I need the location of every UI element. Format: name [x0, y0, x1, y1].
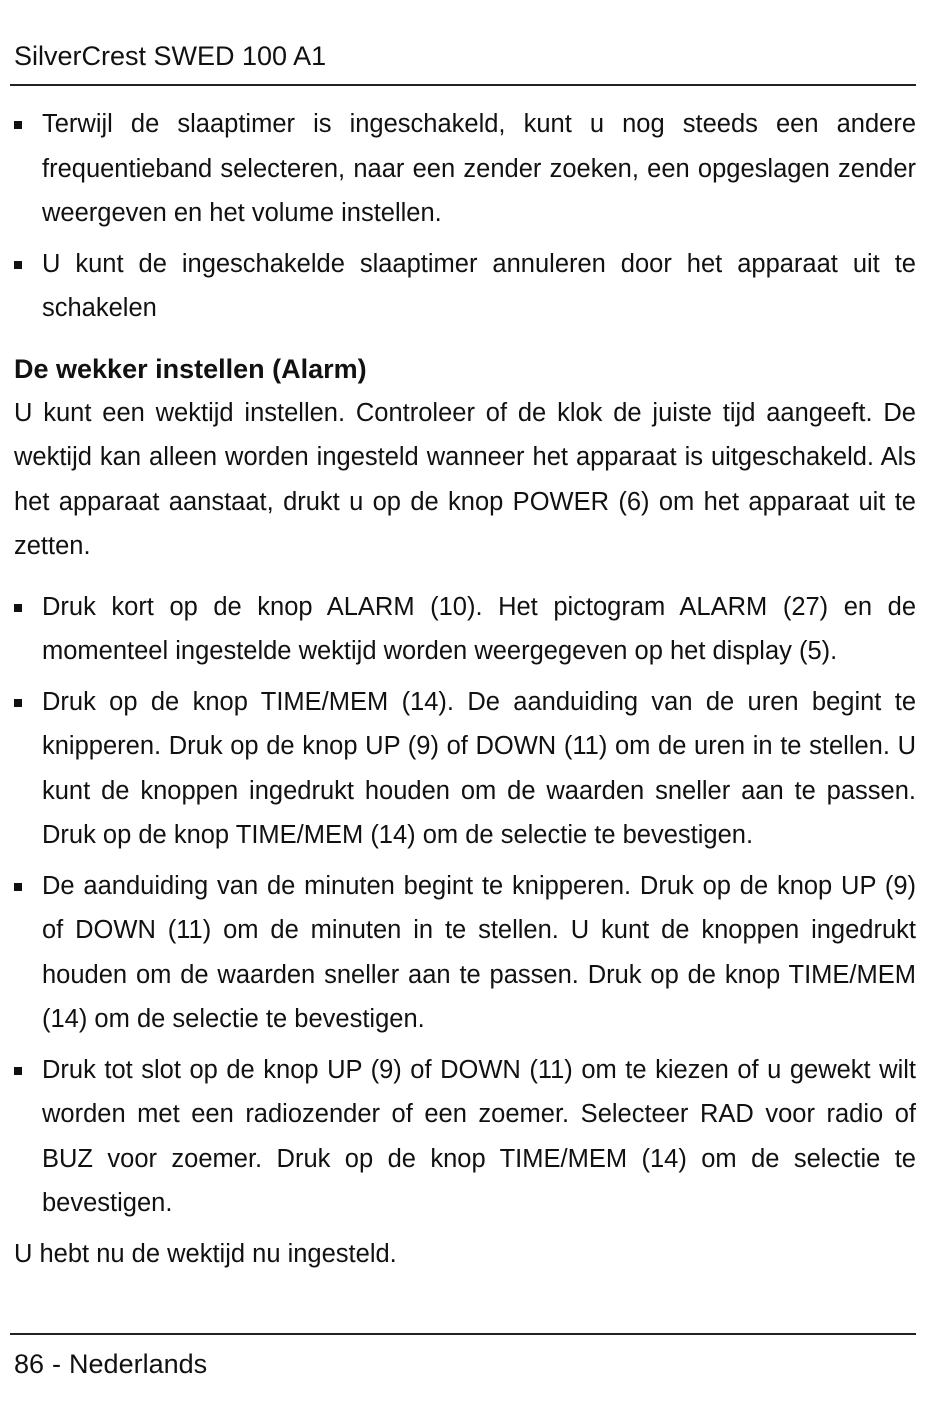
page-footer	[14, 1346, 207, 1382]
list-item	[14, 102, 916, 236]
footer-divider	[10, 1333, 916, 1335]
bullet-square-icon	[14, 604, 22, 612]
list-item	[14, 864, 916, 1042]
bullet-square-icon	[14, 883, 22, 891]
bullet-square-icon	[14, 699, 22, 707]
section-intro-paragraph: U kunt een wektijd instellen. Controleer of de klok de juiste tijd aangeeft. De wektijd kan alleen worden ingesteld wanneer het apparaat is uitgeschakeld. Als het apparaat aanstaat, drukt u op de knop POWER (6) om het apparaat uit te zetten.	[14, 398, 916, 560]
document-header	[14, 38, 326, 74]
list-item-text: U kunt de ingeschakelde slaaptimer annuleren door het apparaat uit te schakelen	[42, 249, 916, 322]
footer-separator: -	[52, 1349, 62, 1379]
section-heading: De wekker instellen (Alarm)	[14, 353, 367, 384]
sleep-timer-bullet-list	[14, 102, 916, 331]
list-item	[14, 242, 916, 331]
list-item	[14, 585, 916, 674]
bullet-square-icon	[14, 121, 22, 129]
list-item-text: Terwijl de slaaptimer is ingeschakeld, kunt u nog steeds een andere frequentieband selecteren, naar een zender zoeken, een opgeslagen zender weergeven en het volume instellen.	[42, 110, 916, 227]
page-number: 86	[14, 1349, 45, 1379]
list-item	[14, 1048, 916, 1226]
header-divider	[10, 84, 916, 86]
list-item-text: De aanduiding van de minuten begint te knipperen. Druk op de knop UP (9) of DOWN (11) om de minuten in te stellen. U kunt de knoppen ingedrukt houden om de waarden sneller aan te passen. Druk op de knop TIME/MEM (14) om de selectie te bevestigen.	[42, 871, 916, 1033]
closing-sentence: U hebt nu de wektijd nu ingesteld.	[14, 1239, 397, 1268]
alarm-steps-list	[14, 585, 916, 1226]
bullet-square-icon	[14, 261, 22, 269]
bullet-square-icon	[14, 1067, 22, 1075]
list-item	[14, 680, 916, 858]
list-item-text: Druk tot slot op de knop UP (9) of DOWN (11) om te kiezen of u gewekt wilt worden met een radiozender of een zoemer. Selecteer RAD voor radio of BUZ voor zoemer. Druk op de knop TIME/MEM (14) om de selectie te bevestigen.	[42, 1055, 916, 1217]
list-item-text: Druk kort op de knop ALARM (10). Het pictogram ALARM (27) en de momenteel ingestelde wektijd worden weergegeven op het display (5).	[42, 592, 916, 665]
page-body	[14, 102, 916, 1276]
document-title: SilverCrest SWED 100 A1	[14, 41, 327, 71]
list-item-text: Druk op de knop TIME/MEM (14). De aanduiding van de uren begint te knipperen. Druk op de knop UP (9) of DOWN (11) om de uren in te stellen. U kunt de knoppen ingedrukt houden om de waarden sneller aan te passen. Druk op de knop TIME/MEM (14) om de selectie te bevestigen.	[42, 687, 916, 849]
footer-language: Nederlands	[69, 1349, 208, 1379]
